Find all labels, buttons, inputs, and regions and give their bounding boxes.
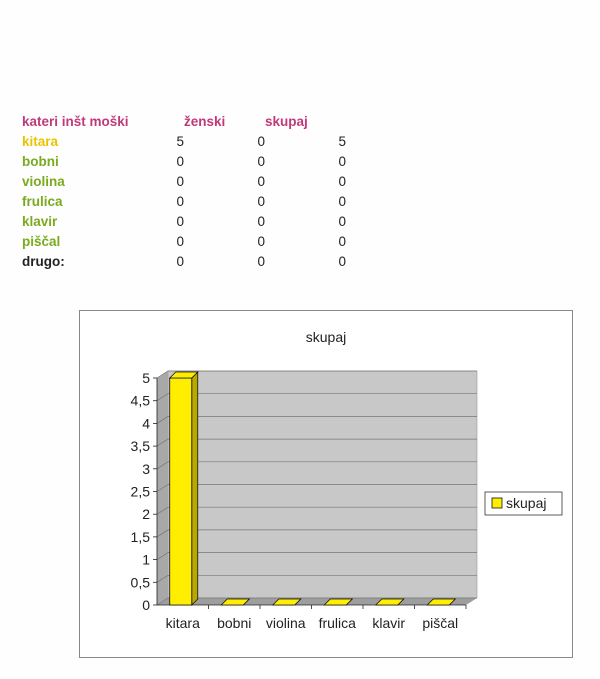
row-label: klavir: [22, 214, 58, 229]
x-tick-label: kitara: [165, 615, 200, 631]
cell-skupaj: 0: [338, 174, 346, 189]
cell-zenski: 0: [257, 234, 265, 249]
cell-zenski: 0: [257, 254, 265, 269]
chart-title: skupaj: [305, 329, 347, 345]
bar-chart: [80, 311, 572, 657]
legend-label: skupaj: [506, 495, 547, 511]
row-label: kitara: [22, 134, 59, 149]
x-tick-label: violina: [265, 615, 306, 631]
row-label: violina: [22, 174, 65, 189]
bar-kitara-side: [192, 372, 198, 605]
cell-zenski: 0: [257, 214, 265, 229]
y-tick-label: 4,5: [130, 392, 150, 409]
x-tick-label: klavir: [372, 615, 406, 631]
cell-skupaj: 0: [338, 154, 346, 169]
cell-moski: 0: [176, 174, 184, 189]
cell-zenski: 0: [257, 194, 265, 209]
x-tick-label: bobni: [217, 615, 252, 631]
cell-moski: 0: [176, 154, 184, 169]
y-tick-label: 0: [142, 597, 150, 613]
y-tick-label: 2: [142, 506, 150, 523]
row-label: frulica: [22, 194, 63, 209]
cell-zenski: 0: [257, 154, 265, 169]
row-label: drugo:: [22, 254, 65, 269]
legend-swatch: [492, 498, 502, 508]
y-tick-label: 3: [142, 460, 150, 477]
y-tick-label: 4: [142, 415, 150, 432]
row-label: bobni: [22, 154, 59, 169]
x-tick-label: frulica: [318, 615, 356, 631]
header-total: skupaj: [265, 114, 308, 129]
cell-moski: 0: [176, 234, 184, 249]
cell-moski: 0: [176, 194, 184, 209]
y-tick-label: 3,5: [130, 438, 150, 455]
cell-moski: 0: [176, 254, 184, 269]
header-female: ženski: [184, 114, 226, 129]
cell-zenski: 0: [257, 134, 265, 149]
header-instrument: kateri inšt moški: [22, 114, 129, 129]
cell-moski: 0: [176, 214, 184, 229]
cell-skupaj: 5: [338, 134, 346, 149]
y-tick-label: 1: [142, 551, 150, 568]
cell-moski: 5: [176, 134, 184, 149]
cell-skupaj: 0: [338, 194, 346, 209]
y-tick-label: 1,5: [130, 528, 150, 545]
cell-skupaj: 0: [338, 254, 346, 269]
row-label: piščal: [22, 234, 61, 249]
cell-skupaj: 0: [338, 234, 346, 249]
y-tick-label: 2,5: [130, 483, 150, 500]
cell-zenski: 0: [257, 174, 265, 189]
x-tick-label: piščal: [422, 615, 459, 631]
y-tick-label: 5: [142, 370, 150, 386]
y-tick-label: 0,5: [130, 574, 150, 591]
chart-area: [79, 310, 573, 658]
cell-skupaj: 0: [338, 214, 346, 229]
bar-kitara: [170, 378, 192, 605]
